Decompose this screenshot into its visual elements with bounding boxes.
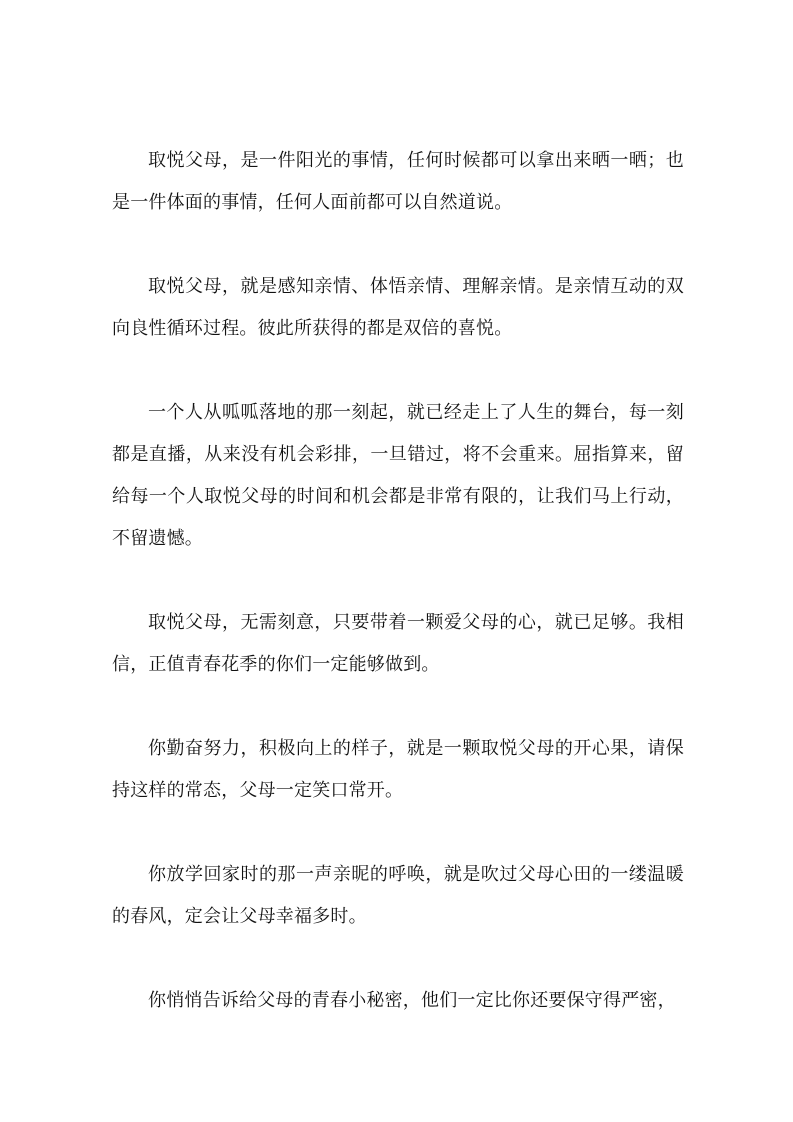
paragraph-6: 你放学回家时的那一声亲昵的呼唤，就是吹过父母心田的一缕温暖的春风，定会让父母幸福多时。 xyxy=(112,864,684,927)
document-body xyxy=(112,140,684,1064)
paragraph-5: 你勤奋努力，积极向上的样子，就是一颗取悦父母的开心果，请保持这样的常态，父母一定笑口常开。 xyxy=(112,738,684,801)
paragraph-2: 取悦父母，就是感知亲情、体悟亲情、理解亲情。是亲情互动的双向良性循环过程。彼此所获得的都是双倍的喜悦。 xyxy=(112,276,684,339)
paragraph-7: 你悄悄告诉给父母的青春小秘密，他们一定比你还要保守得严密， xyxy=(148,990,676,1011)
paragraph-3: 一个人从呱呱落地的那一刻起，就已经走上了人生的舞台，每一刻都是直播，从来没有机会彩排，一旦错过，将不会重来。屈指算来，留给每一个人取悦父母的时间和机会都是非常有限的，让我们马上行动，不留遗憾。 xyxy=(112,402,684,549)
paragraph-1: 取悦父母，是一件阳光的事情，任何时候都可以拿出来晒一晒；也是一件体面的事情，任何人面前都可以自然道说。 xyxy=(112,150,684,213)
paragraph-4: 取悦父母，无需刻意，只要带着一颗爱父母的心，就已足够。我相信，正值青春花季的你们一定能够做到。 xyxy=(112,612,684,675)
